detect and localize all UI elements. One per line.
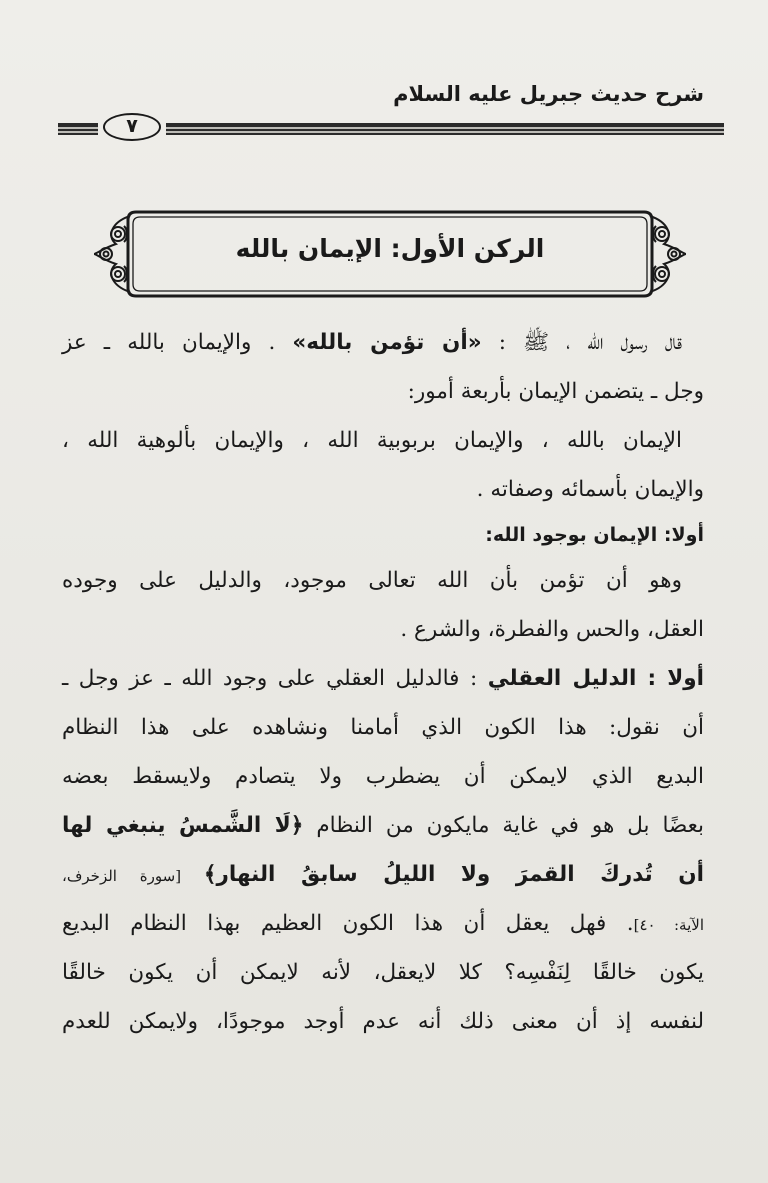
- text-line: [62, 605, 704, 654]
- text-line: [62, 318, 704, 367]
- text-run: والإيمان بأسمائه وصفاته .: [476, 477, 704, 502]
- text-line: [62, 465, 704, 514]
- header-rule-left: [58, 123, 98, 135]
- text-run: قال رسول الله ، ﷺ :: [481, 330, 682, 355]
- header-rule: [58, 113, 724, 143]
- text-run: «أن تؤمن بالله»: [292, 330, 482, 355]
- text-run: العقل، والحس والفطرة، والشرع .: [400, 617, 704, 642]
- text-line: [62, 654, 704, 703]
- text-run: الإيمان بالله ، والإيمان بربوبية الله ، والإيمان بألوهية الله ،: [62, 428, 682, 453]
- text-run: : فالدليل العقلي على وجود الله ـ عز وجل ـ: [62, 666, 488, 691]
- text-run: أن تُدركَ القمرَ ولا الليلُ سابقُ النهار﴾: [203, 862, 704, 887]
- text-line: [62, 556, 704, 605]
- text-line: [62, 997, 704, 1046]
- text-run: بعضًا بل هو في غاية مايكون من النظام: [303, 813, 705, 838]
- text-run: أن نقول: هذا الكون الذي أمامنا ونشاهده على هذا النظام: [62, 715, 704, 740]
- text-run: يكون خالقًا لِنَفْسِه؟ كلا لايعقل، لأنه لايمكن أن يكون خالقًا: [62, 960, 704, 985]
- page-number: ٧: [103, 113, 161, 141]
- text-run: وجل ـ يتضمن الإيمان بأربعة أمور:: [407, 379, 704, 404]
- text-run: وهو أن تؤمن بأن الله تعالى موجود، والدليل على وجوده: [62, 568, 682, 593]
- text-line: [62, 752, 704, 801]
- text-line: [62, 703, 704, 752]
- section-heading: [62, 514, 704, 556]
- text-line: [62, 416, 704, 465]
- text-run: أولا : الدليل العقلي: [487, 666, 705, 691]
- body-text: [62, 318, 704, 1046]
- text-run: أولا: الإيمان بوجود الله:: [485, 524, 704, 546]
- text-line: [62, 948, 704, 997]
- text-run: . فهل يعقل أن هذا الكون العظيم بهذا النظام البديع: [62, 911, 634, 936]
- header-rule-right: [166, 123, 724, 135]
- text-run: [سورة الزخرف،: [62, 867, 204, 885]
- running-header: شرح حديث جبريل عليه السلام: [393, 82, 704, 106]
- text-line: [62, 801, 704, 850]
- text-line: [62, 899, 704, 948]
- text-run: البديع الذي لايمكن أن يضطرب ولا يتصادم ولايسقط بعضه: [62, 764, 704, 789]
- chapter-title: الركن الأول: الإيمان بالله: [235, 234, 545, 263]
- title-frame: [92, 208, 688, 300]
- text-line: [62, 367, 704, 416]
- text-run: الآية: ٤٠]: [633, 916, 704, 934]
- text-line: [62, 850, 704, 899]
- text-run: لنفسه إذ أن معنى ذلك أنه عدم أوجد موجودًا، ولايمكن للعدم: [62, 1009, 704, 1034]
- text-run: ﴿لَا الشَّمسُ ينبغي لها: [62, 813, 304, 838]
- text-run: . والإيمان بالله ـ عز: [62, 330, 293, 355]
